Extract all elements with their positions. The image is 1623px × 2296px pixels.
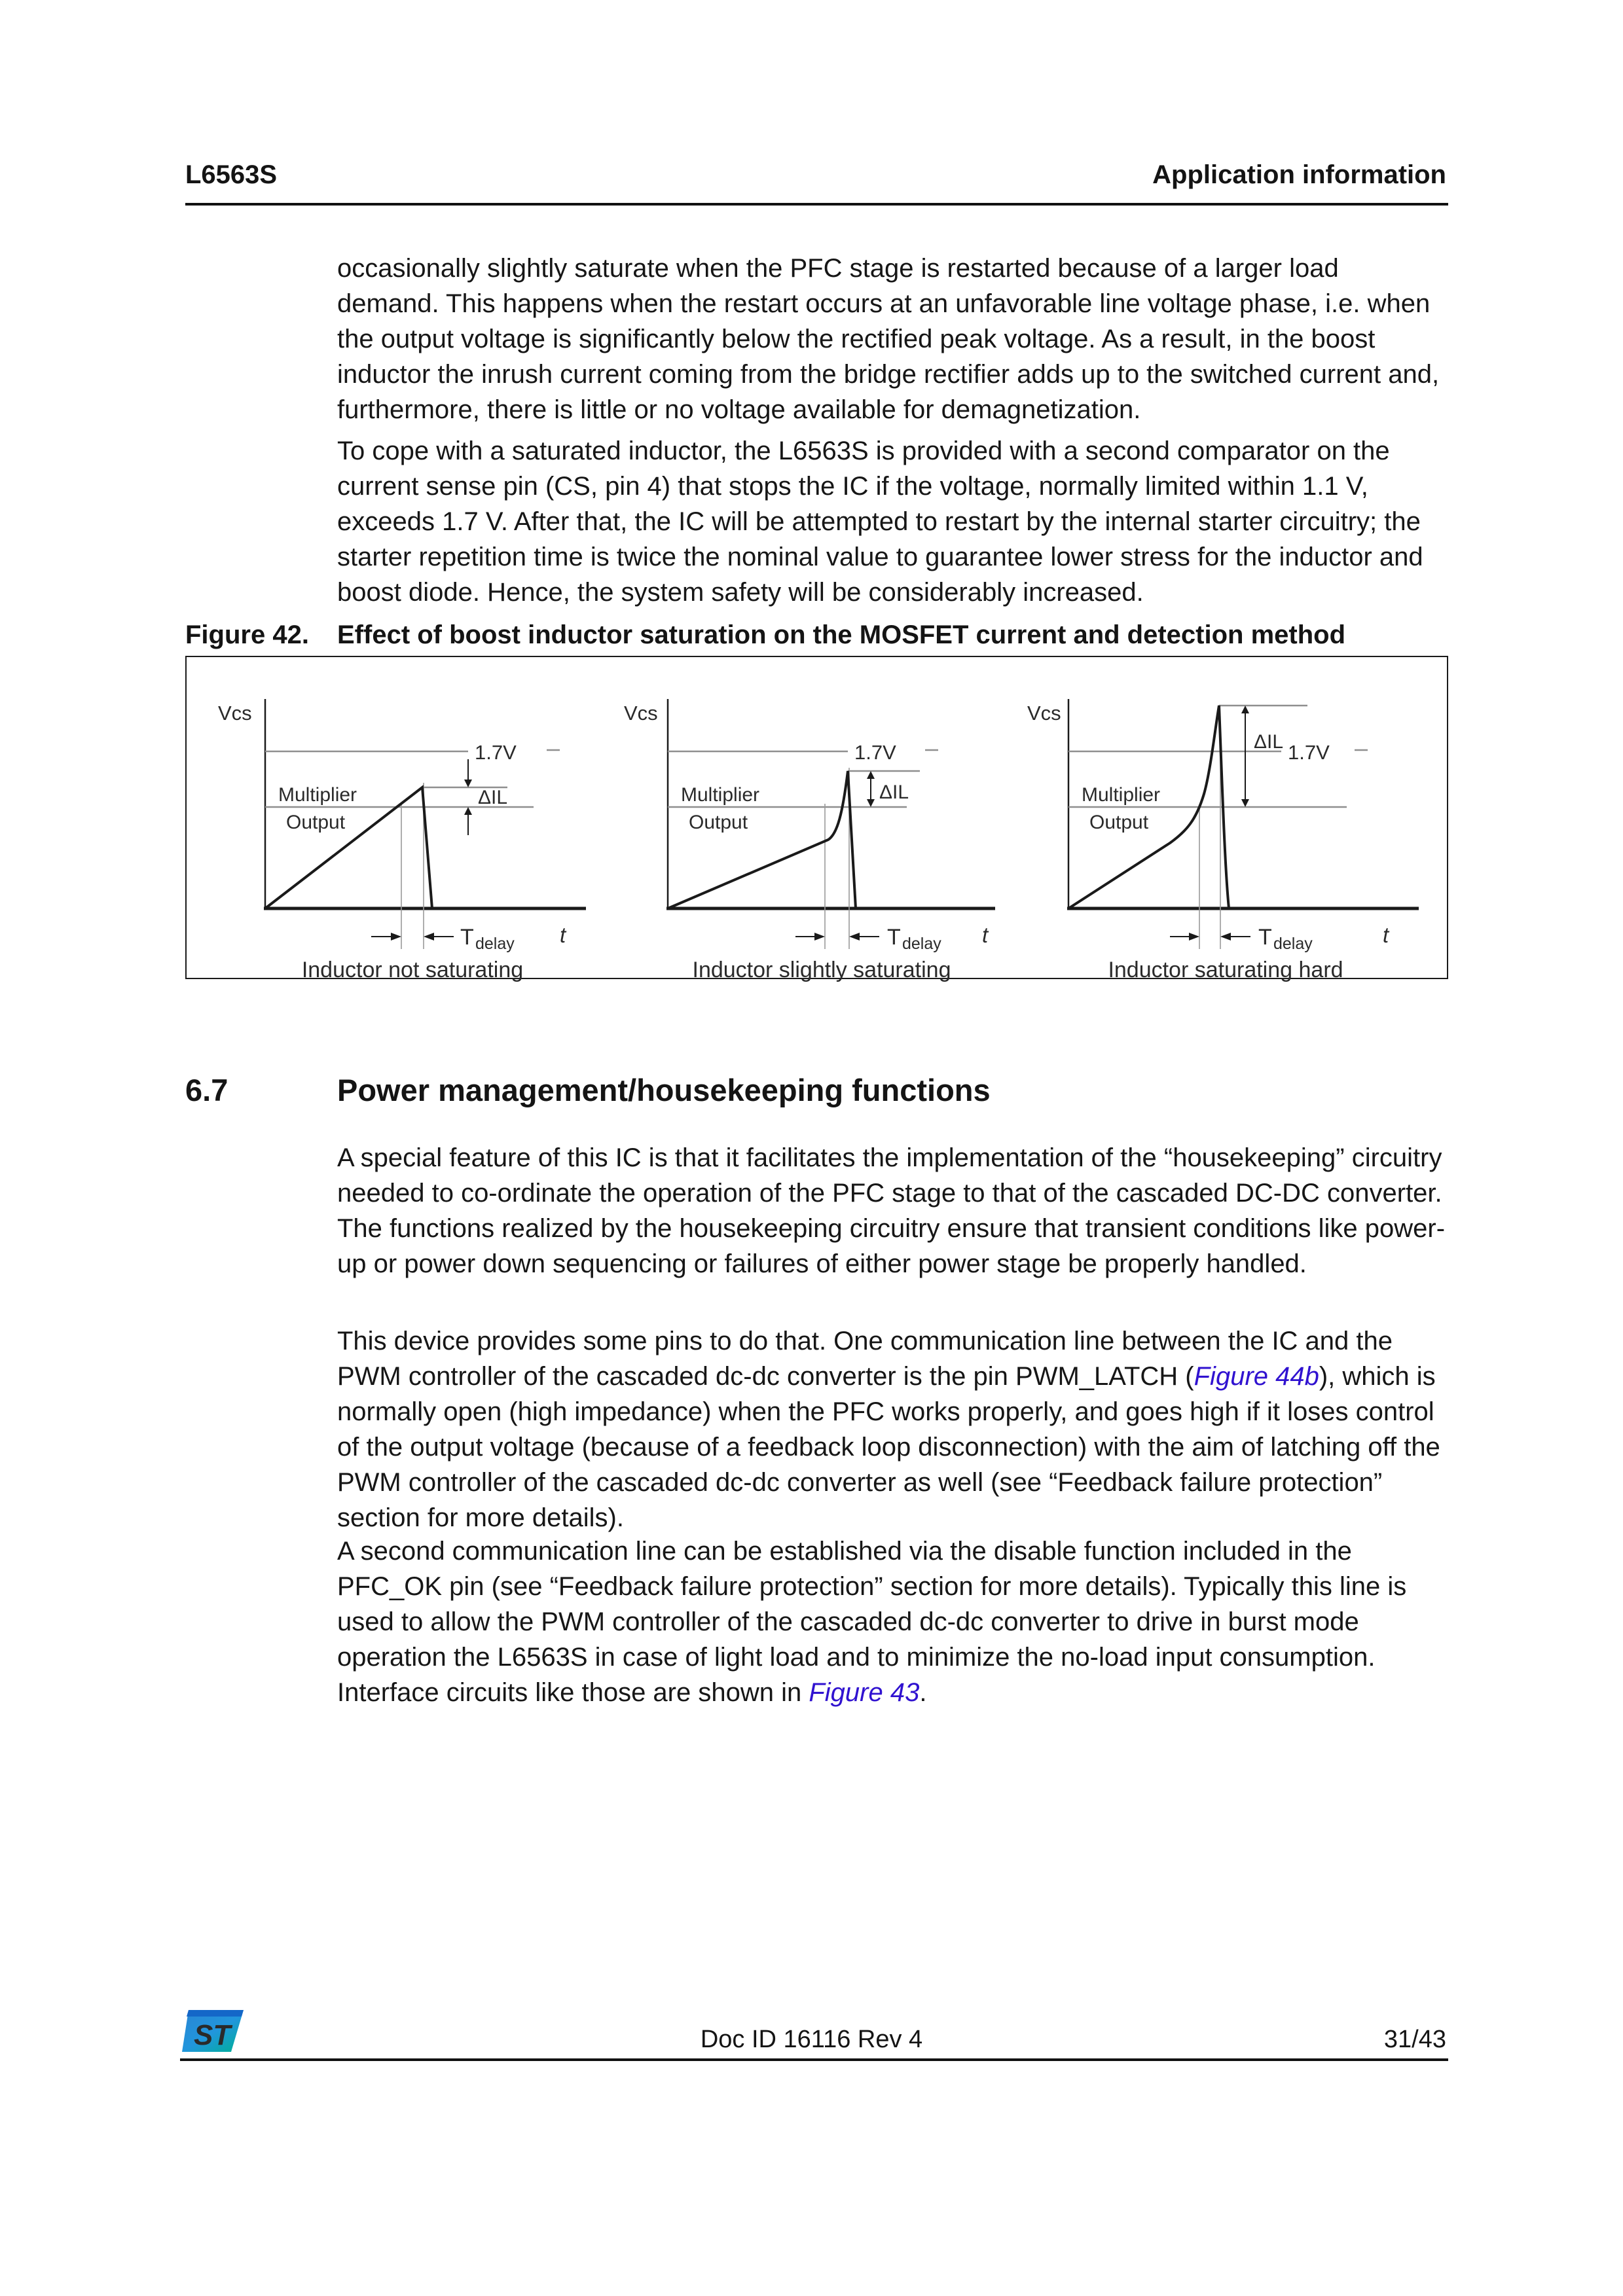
delta-il-label: ΔIL xyxy=(478,787,508,808)
panel-caption: Inductor not saturating xyxy=(301,958,524,982)
header-part-number: L6563S xyxy=(185,160,278,189)
tdelay-dimension-arrows xyxy=(795,933,879,941)
st-logo-bar xyxy=(187,2010,244,2017)
multiplier-label: Multiplier xyxy=(278,784,357,806)
tdelay-sub-label: delay xyxy=(475,935,515,953)
delta-il-arrow xyxy=(464,759,472,835)
vcs-axis-label: Vcs xyxy=(218,702,252,725)
multiplier-label-2: Output xyxy=(689,812,748,833)
delta-il-label: ΔIL xyxy=(879,781,909,803)
section-number: 6.7 xyxy=(185,1073,228,1107)
tdelay-dimension-arrows xyxy=(371,933,454,941)
footer-page-number: 31/43 xyxy=(1383,2026,1446,2053)
tdelay-label: T xyxy=(1258,925,1272,950)
figure-title: Effect of boost inductor saturation on the MOSFET current and detection method xyxy=(337,620,1346,649)
delta-il-label: ΔIL xyxy=(1254,731,1284,753)
vcs-axis-label: Vcs xyxy=(624,702,658,725)
waveform-panel-saturating-hard xyxy=(1019,679,1444,987)
tdelay-sub-label: delay xyxy=(902,935,941,953)
footer-rule xyxy=(180,2058,1448,2061)
delta-il-arrow xyxy=(867,771,875,807)
paragraph-pfc-ok xyxy=(337,1534,1447,1710)
st-logo-monogram: ST xyxy=(194,2019,231,2051)
paragraph-text: This device provides some pins to do that. One communication line between the IC and the PWM controller of the cascaded dc-dc converter is the pin PWM_LATCH ( xyxy=(337,1327,1393,1391)
figure-44-link[interactable]: Figure 44b xyxy=(1194,1362,1319,1391)
section-title: Power management/housekeeping functions xyxy=(337,1073,991,1107)
time-axis-label: t xyxy=(982,923,989,947)
delta-il-arrow xyxy=(1241,706,1249,807)
header-rule xyxy=(185,203,1448,206)
threshold-label: 1.7V xyxy=(854,741,896,764)
panel-caption: Inductor slightly saturating xyxy=(692,958,951,982)
figure-43-link[interactable]: Figure 43 xyxy=(809,1678,920,1707)
time-axis-label: t xyxy=(560,923,566,947)
tdelay-sub-label: delay xyxy=(1273,935,1313,953)
multiplier-label: Multiplier xyxy=(1082,784,1161,806)
waveform-panel-slightly-saturating xyxy=(612,679,1025,987)
waveform-panel-not-saturating xyxy=(193,679,606,987)
vcs-axis-label: Vcs xyxy=(1027,702,1061,725)
multiplier-label-2: Output xyxy=(1089,812,1149,833)
panel-caption: Inductor saturating hard xyxy=(1108,958,1343,982)
paragraph-saturation-intro: occasionally slightly saturate when the PFC stage is restarted because of a larger load demand. This happens when the restart occurs at an unfavorable line voltage phase, i.e. when the output voltage is significantly below the rectified peak voltage. As a result, in the boost inductor the inrush current coming from the bridge rectifier adds up to the switched current and, furthermore, there is little or no voltage available for demagnetization. xyxy=(337,254,1440,424)
footer-doc-id: Doc ID 16116 Rev 4 xyxy=(700,2026,923,2053)
figure-label: Figure 42. xyxy=(185,620,309,649)
time-axis-label: t xyxy=(1383,923,1389,947)
figure-42-frame xyxy=(185,656,1448,982)
threshold-label: 1.7V xyxy=(1288,741,1330,764)
multiplier-label: Multiplier xyxy=(681,784,760,806)
paragraph-text: . xyxy=(919,1678,927,1707)
threshold-label: 1.7V xyxy=(475,741,517,764)
paragraph-housekeeping-intro: A special feature of this IC is that it facilitates the implementation of the “housekeeping” circuitry needed to co-ordinate the operation of the PFC stage to that of the cascaded DC-DC converter. The functions realized by the housekeeping circuitry ensure that transient conditions like power-up or power down sequencing or failures of either power stage be properly handled. xyxy=(337,1143,1446,1278)
header-section-name: Application information xyxy=(1152,160,1446,189)
paragraph-text: A second communication line can be established via the disable function included in the PFC_OK pin (see “Feedback failure protection” section for more details). Typically this line is used to allow the PWM controller of the cascaded dc-dc converter to drive in burst mode operation the L6563S in case of light load and to minimize the no-load input consumption. Interface circuits like those are shown in xyxy=(337,1537,1407,1707)
tdelay-label: T xyxy=(460,925,474,950)
tdelay-label: T xyxy=(887,925,901,950)
tdelay-dimension-arrows xyxy=(1170,933,1250,941)
multiplier-label-2: Output xyxy=(286,812,346,833)
paragraph-second-comparator: To cope with a saturated inductor, the L6563S is provided with a second comparator on the current sense pin (CS, pin 4) that stops the IC if the voltage, normally limited within 1.1 V, exceeds 1.7 V. After that, the IC will be attempted to restart by the internal starter circuitry; the starter repetition time is twice the nominal value to guarantee lower stress for the inductor and boost diode. Hence, the system safety will be considerably increased. xyxy=(337,437,1423,607)
paragraph-pwm-latch xyxy=(337,1323,1447,1535)
paragraph-text: ), which is normally open (high impedance) when the PFC works properly, and goes high if it loses control of the output voltage (because of a feedback loop disconnection) with the aim of latching off the PWM controller of the cascaded dc-dc converter as well (see “Feedback failure protection” section for more details). xyxy=(337,1362,1440,1532)
